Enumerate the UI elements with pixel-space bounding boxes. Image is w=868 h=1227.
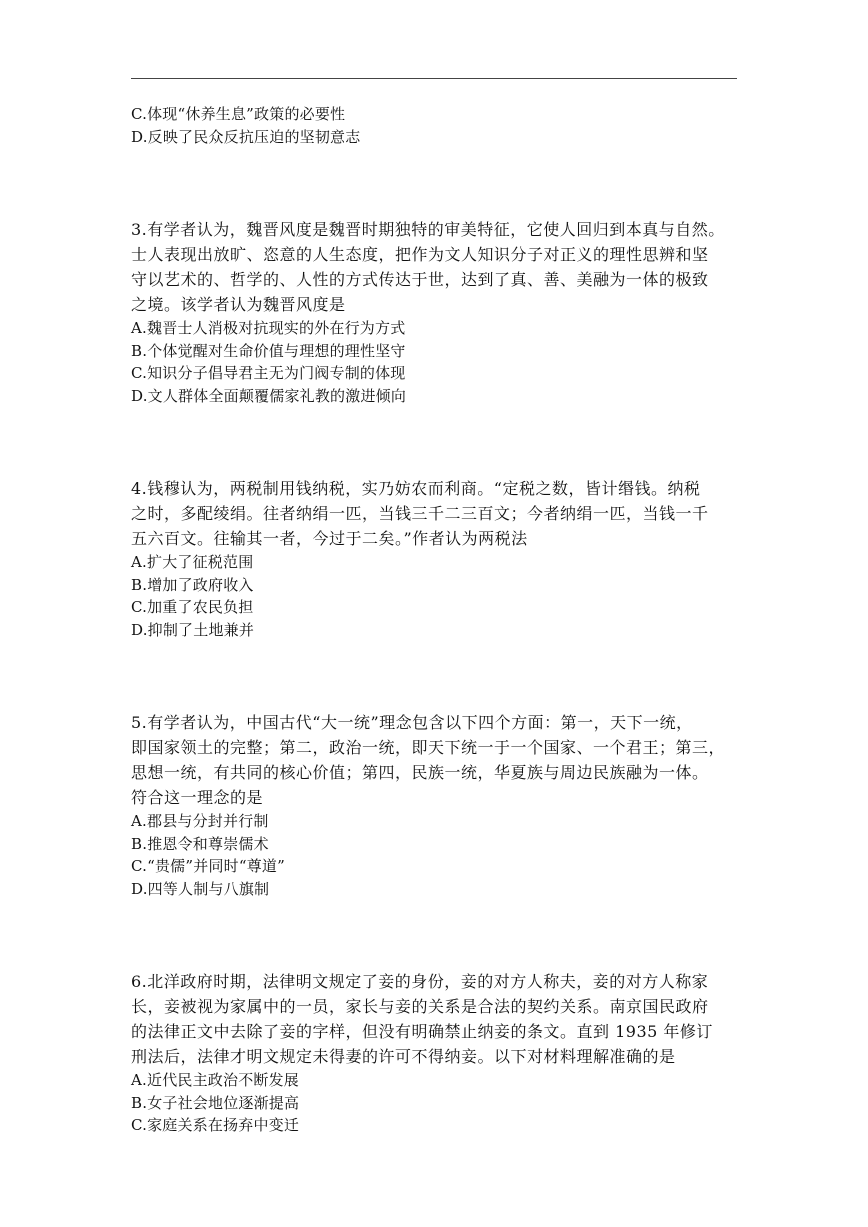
question-stem-line: 的法律正文中去除了妾的字样，但没有明确禁止纳妾的条文。直到 1935 年修订 <box>131 1022 713 1041</box>
question-stem-line: 之时，多配绫绢。往者纳绢一匹，当钱三千二三百文；今者纳绢一匹，当钱一千 <box>131 504 709 523</box>
question-stem-line: 刑法后，法律才明文规定未得妻的许可不得纳妾。以下对材料理解准确的是 <box>131 1047 676 1066</box>
question-stem-line: 5.有学者认为，中国古代“大一统”理念包含以下四个方面：第一，天下一统， <box>131 713 693 732</box>
option-c: C.“贵儒”并同时“尊道” <box>131 857 285 875</box>
option-c: C.家庭关系在扬弃中变迁 <box>131 1116 300 1134</box>
option-c: C.体现“休养生息”政策的必要性 <box>131 105 346 123</box>
prev-question-options <box>131 103 746 148</box>
question-6 <box>131 969 746 1137</box>
document-body <box>131 103 746 1137</box>
question-stem-line: 之境。该学者认为魏晋风度是 <box>131 295 346 314</box>
option-d: D.文人群体全面颠覆儒家礼教的激进倾向 <box>131 386 407 405</box>
option-a: A.扩大了征税范围 <box>131 553 254 571</box>
question-stem-line: 即国家领土的完整；第二，政治一统，即天下统一于一个国家、一个君王；第三， <box>131 738 726 757</box>
question-stem-line: 五六百文。往输其一者，今过于二矣。”作者认为两税法 <box>131 529 528 548</box>
option-a: A.近代民主政治不断发展 <box>131 1071 300 1089</box>
spacer <box>131 641 746 710</box>
question-stem-line: 士人表现出放旷、恣意的人生态度，把作为文人知识分子对正义的理性思辨和坚 <box>131 245 709 264</box>
question-3 <box>131 217 746 407</box>
header-rule <box>131 78 737 79</box>
spacer <box>131 900 746 969</box>
option-b: B.推恩令和尊崇儒术 <box>131 834 269 853</box>
question-stem-line: 长，妾被视为家属中的一员，家长与妾的关系是合法的契约关系。南京国民政府 <box>131 997 709 1016</box>
option-c: C.知识分子倡导君主无为门阀专制的体现 <box>131 364 406 382</box>
spacer <box>131 148 746 217</box>
option-b: B.个体觉醒对生命价值与理想的理性坚守 <box>131 341 406 360</box>
option-d: D.反映了民众反抗压迫的坚韧意志 <box>131 127 361 146</box>
option-a: A.郡县与分封并行制 <box>131 812 269 830</box>
question-5 <box>131 710 746 900</box>
question-stem-line: 符合这一理念的是 <box>131 788 264 807</box>
question-4 <box>131 476 746 641</box>
option-a: A.魏晋士人消极对抗现实的外在行为方式 <box>131 319 406 337</box>
question-stem-line: 思想一统，有共同的核心价值；第四，民族一统，华夏族与周边民族融为一体。 <box>131 763 709 782</box>
question-stem-line: 守以艺术的、哲学的、人性的方式传达于世，达到了真、善、美融为一体的极致 <box>131 270 709 289</box>
question-stem-line: 6.北洋政府时期，法律明文规定了妾的身份，妾的对方人称夫，妾的对方人称家 <box>131 972 709 991</box>
question-stem-line: 3.有学者认为，魏晋风度是魏晋时期独特的审美特征，它使人回归到本真与自然。 <box>131 220 725 239</box>
option-b: B.女子社会地位逐渐提高 <box>131 1093 300 1112</box>
question-stem-line: 4.钱穆认为，两税制用钱纳税，实乃妨农而利商。“定税之数，皆计缗钱。纳税 <box>131 479 701 498</box>
option-d: D.四等人制与八旗制 <box>131 879 270 898</box>
spacer <box>131 407 746 476</box>
option-d: D.抑制了土地兼并 <box>131 620 255 639</box>
option-c: C.加重了农民负担 <box>131 598 254 616</box>
option-b: B.增加了政府收入 <box>131 575 254 594</box>
